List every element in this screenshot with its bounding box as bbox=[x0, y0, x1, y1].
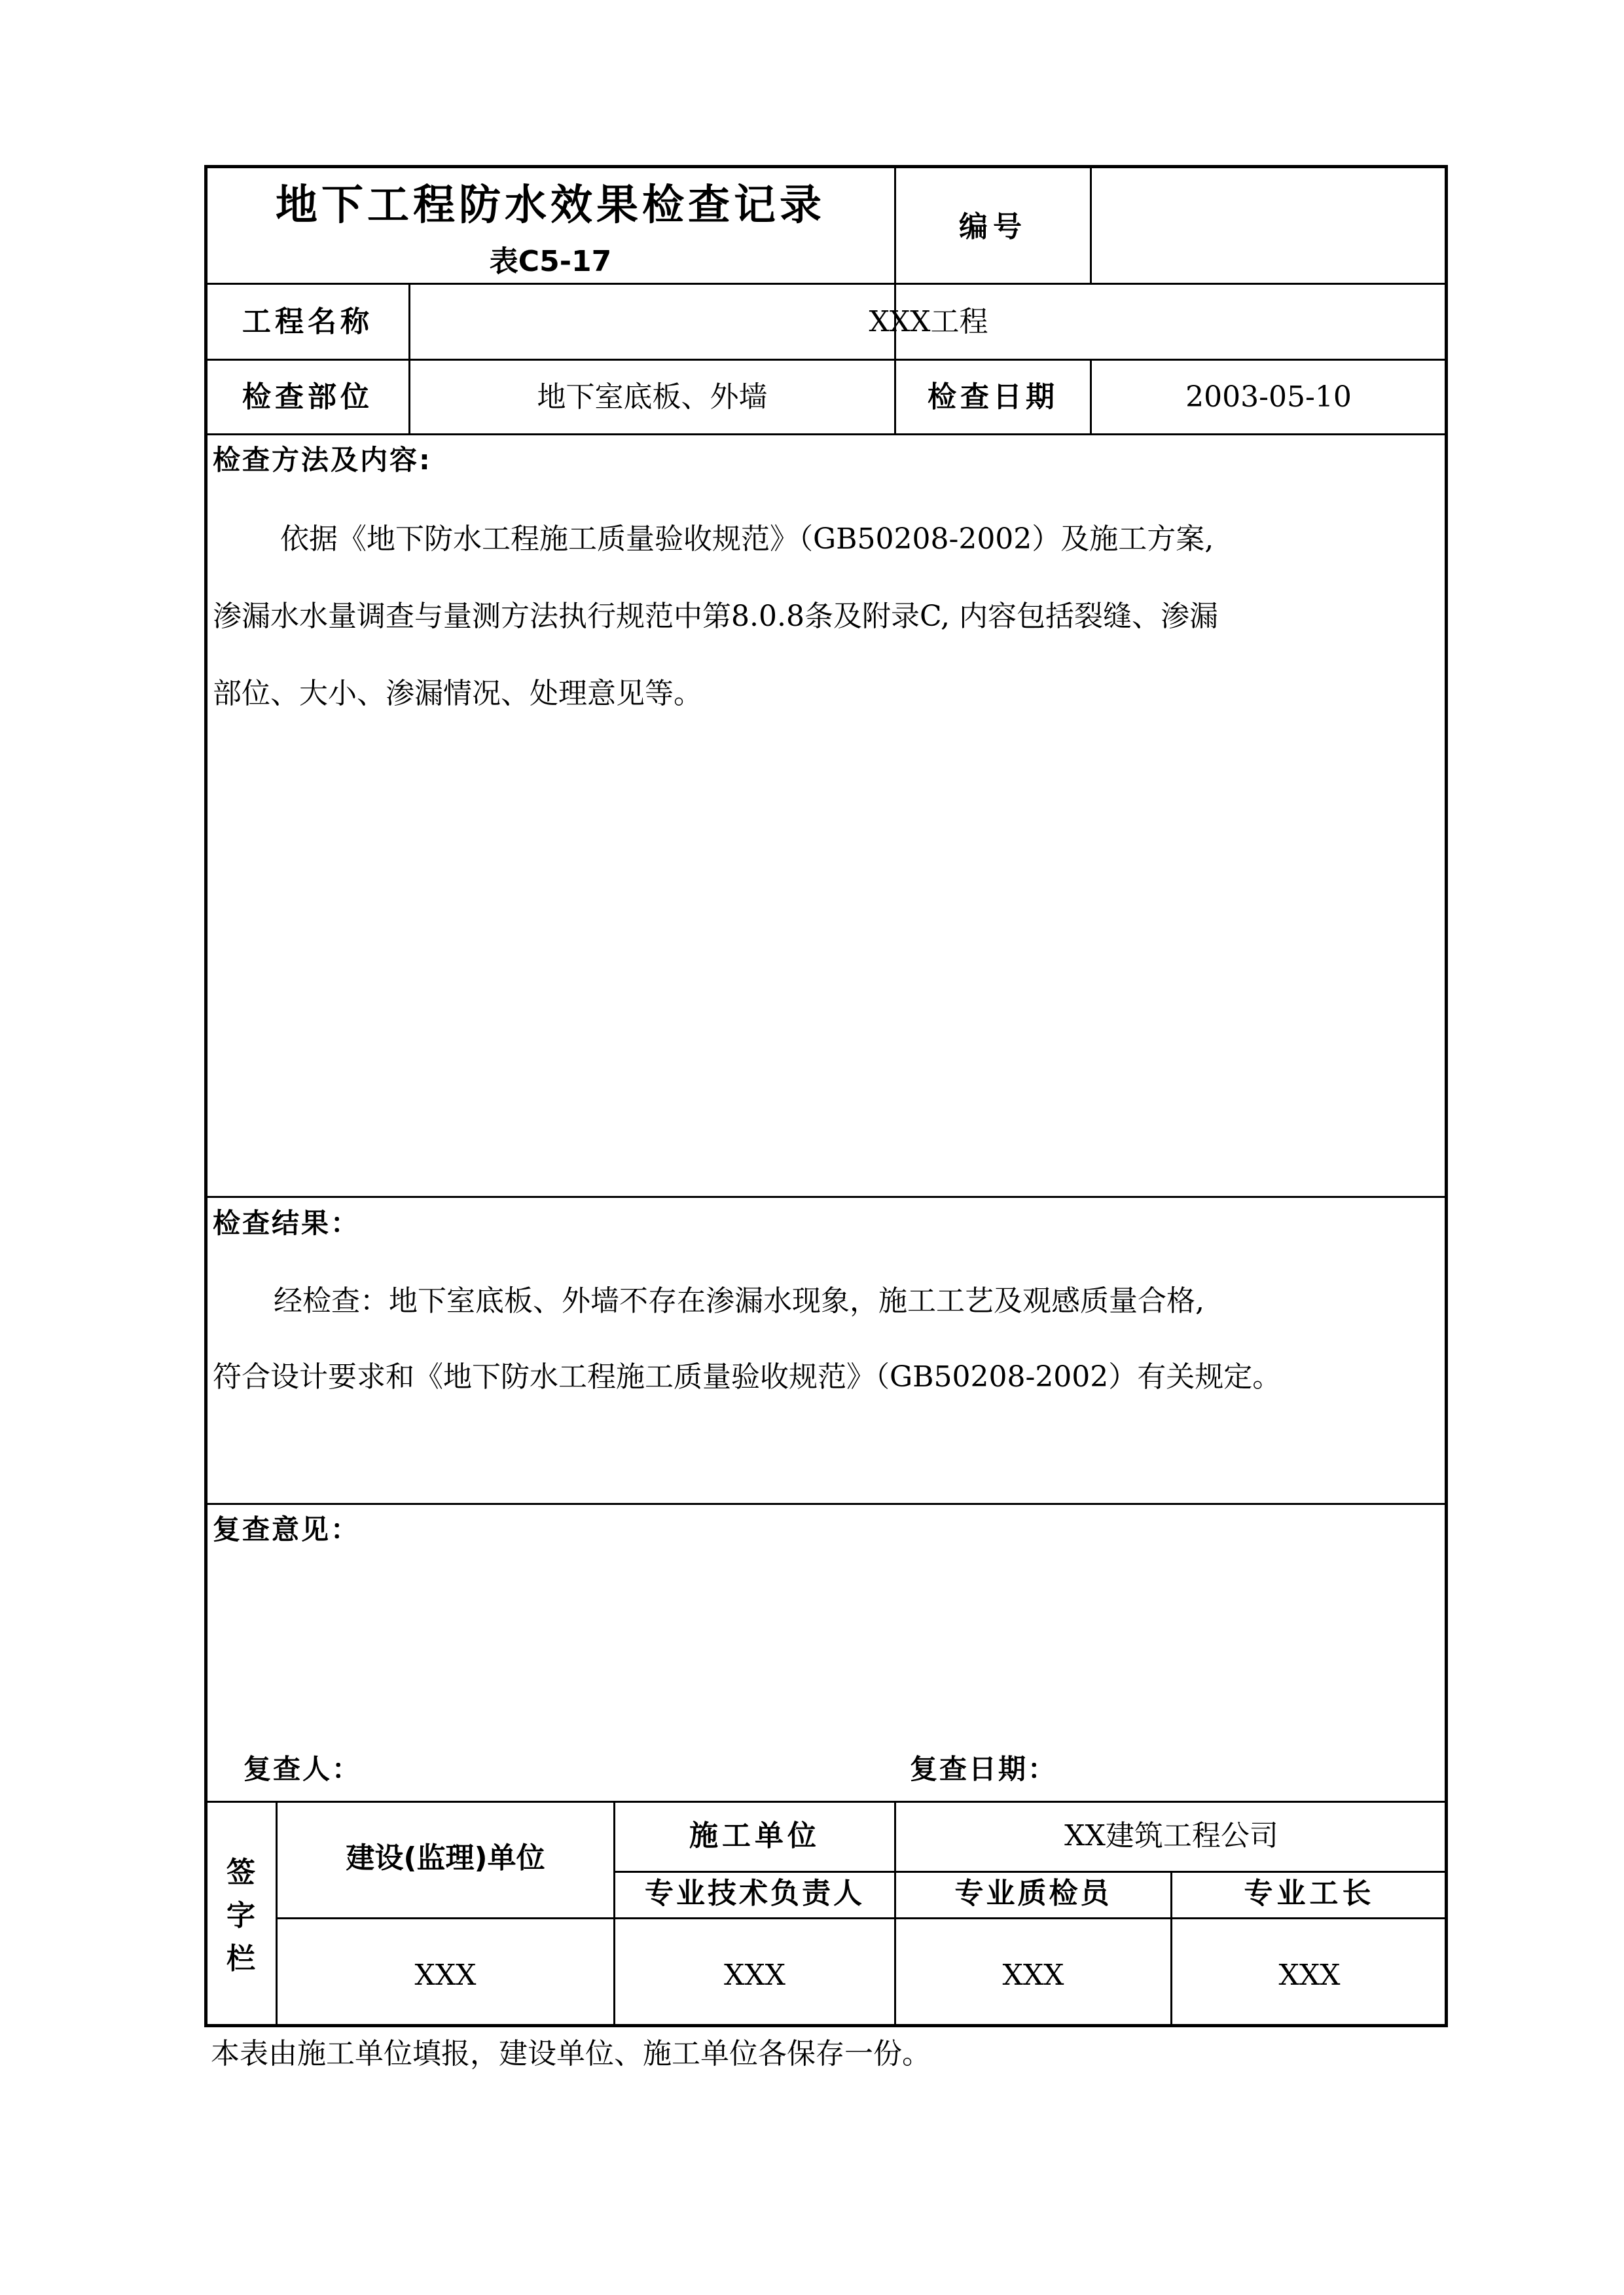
divider bbox=[1090, 166, 1092, 284]
signature-section-label: 签字栏 bbox=[226, 1856, 255, 1976]
divider bbox=[206, 1801, 1447, 1803]
divider bbox=[276, 1801, 278, 2026]
divider bbox=[206, 359, 1447, 361]
project-name-value: XXX工程 bbox=[869, 305, 988, 338]
qc-inspector-signature: XXX bbox=[1002, 1959, 1064, 1992]
location-value: 地下室底板、外墙 bbox=[537, 380, 768, 414]
divider bbox=[206, 433, 1447, 435]
foreman-signature: XXX bbox=[1278, 1959, 1341, 1992]
divider bbox=[276, 1917, 1447, 1919]
footer-note: 本表由施工单位填报，建设单位、施工单位各保存一份。 bbox=[211, 2037, 931, 2070]
review-heading: 复查意见： bbox=[213, 1513, 361, 1545]
foreman-label: 专业工长 bbox=[1244, 1877, 1375, 1910]
reviewer-label: 复查人： bbox=[244, 1753, 362, 1785]
divider bbox=[206, 283, 1447, 285]
method-line: 依据《地下防水工程施工质量验收规范》（GB50208-2002）及施工方案, bbox=[280, 522, 1214, 556]
form-code: 表C5-17 bbox=[489, 245, 612, 278]
result-heading: 检查结果： bbox=[213, 1207, 361, 1239]
divider bbox=[206, 1503, 1447, 1505]
contractor-value: XX建筑工程公司 bbox=[1064, 1819, 1278, 1852]
method-line: 渗漏水水量调查与量测方法执行规范中第8.0.8条及附录C, 内容包括裂缝、渗漏 bbox=[213, 600, 1219, 633]
divider bbox=[206, 1196, 1447, 1198]
project-name-label: 工程名称 bbox=[242, 305, 373, 338]
owner-signature: XXX bbox=[414, 1959, 477, 1992]
qc-inspector-label: 专业质检员 bbox=[954, 1877, 1112, 1910]
result-line: 经检查：地下室底板、外墙不存在渗漏水现象，施工工艺及观感质量合格, bbox=[274, 1284, 1204, 1318]
inspection-date-label: 检查日期 bbox=[928, 380, 1058, 414]
review-date-label: 复查日期： bbox=[910, 1753, 1058, 1785]
owner-unit-label: 建设(监理)单位 bbox=[346, 1841, 545, 1875]
method-heading: 检查方法及内容: bbox=[213, 444, 432, 476]
location-label: 检查部位 bbox=[242, 380, 373, 414]
form-title: 地下工程防水效果检查记录 bbox=[276, 181, 825, 230]
number-label: 编号 bbox=[959, 210, 1027, 244]
inspection-date-value: 2003-05-10 bbox=[1185, 380, 1352, 414]
divider bbox=[613, 1871, 1447, 1873]
contractor-label: 施工单位 bbox=[689, 1819, 820, 1852]
tech-lead-label: 专业技术负责人 bbox=[645, 1877, 865, 1910]
method-line: 部位、大小、渗漏情况、处理意见等。 bbox=[213, 677, 702, 710]
tech-lead-signature: XXX bbox=[724, 1959, 785, 1992]
result-line: 符合设计要求和《地下防水工程施工质量验收规范》（GB50208-2002）有关规定。 bbox=[213, 1360, 1282, 1394]
